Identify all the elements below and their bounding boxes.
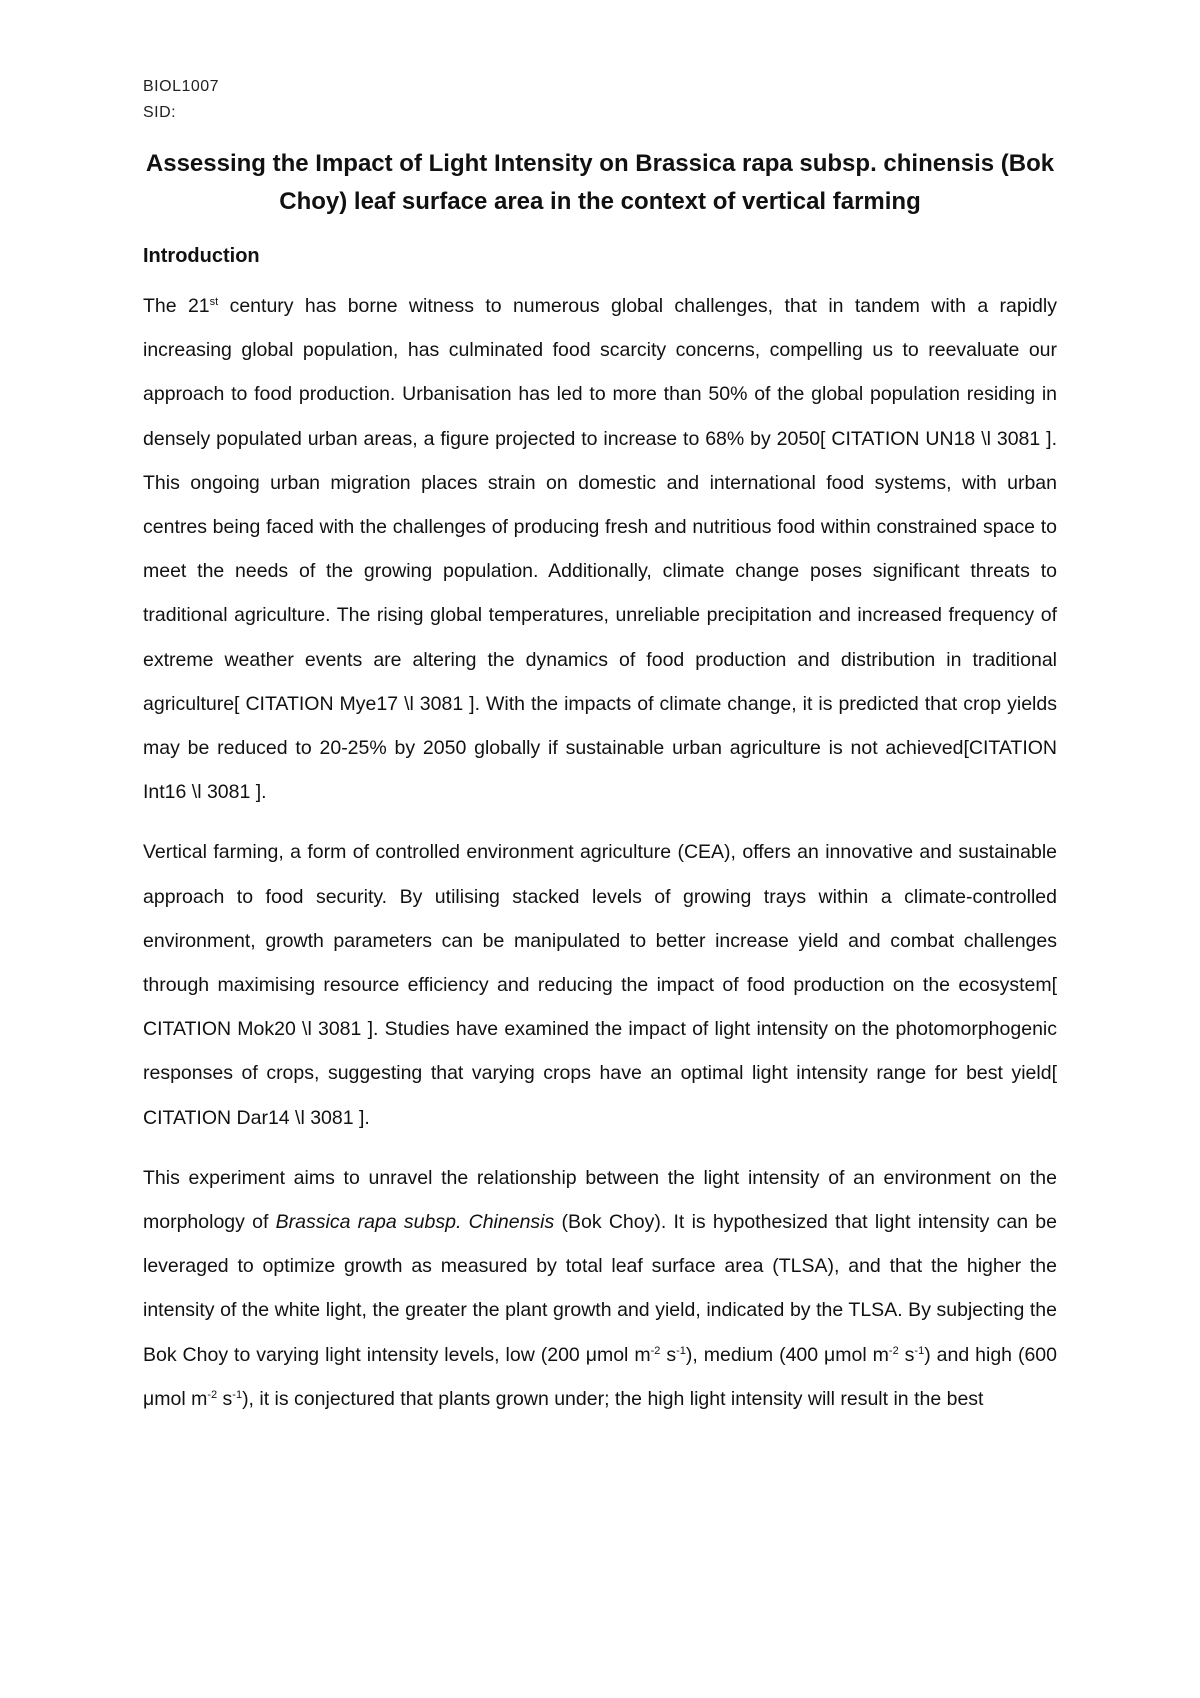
unit-exponent: -1 (232, 1388, 243, 1401)
paragraph-1 (143, 284, 1057, 814)
unit-exponent: -1 (914, 1344, 925, 1357)
paragraph-3-text-g: s (217, 1387, 233, 1410)
unit-exponent: -1 (676, 1344, 686, 1357)
paragraph-2: Vertical farming, a form of controlled environment agriculture (CEA), offers an innovative and sustainable approach to food security. By utilising stacked levels of growing trays within a climate-controlled environment, growth parameters can be manipulated to better increase yield and combat challenges through maximising resource efficiency and reducing the impact of food production on the ecosystem[ CITATION Mok20 \l 3081 ]. Studies have examined the impact of light intensity on the photomorphogenic responses of crops, suggesting that varying crops have an optimal light intensity range for best yield[ CITATION Dar14 \l 3081 ]. (143, 841, 1057, 1129)
course-code: BIOL1007 (143, 78, 220, 95)
paragraph-3-text-d: ), medium (400 μmol m (685, 1343, 889, 1366)
paragraph-3-text-a: This experiment aims to unravel the relationship between the light intensity of an environment on the morphology of (143, 1166, 1057, 1234)
section-heading: Introduction (143, 245, 260, 267)
paragraph-3-text-b: (Bok Choy). It is hypothesized that light intensity can be leveraged to optimize growth as measured by total leaf surface area (TLSA), and that the higher the intensity of the white light, the greater the plant growth and yield, indicated by the TLSA. By subjecting the Bok Choy to varying light intensity levels, low (200 μmol m (143, 1211, 1057, 1366)
paragraph-1-text-b: century has borne witness to numerous global challenges, that in tandem with a rapidly increasing global population, has culminated food scarcity concerns, compelling us to reevaluate our approach to food production. Urbanisation has led to more than 50% of the global population residing in densely populated urban areas, a figure projected to increase to 68% by 2050[ CITATION UN18 \l 3081 ]. This ongoing urban migration places strain on domestic and international food systems, with urban centres being faced with the challenges of producing fresh and nutritious food within constrained space to meet the needs of the growing population. Additionally, climate change poses significant threats to traditional agriculture. The rising global temperatures, unreliable precipitation and increased frequency of extreme weather events are altering the dynamics of food production and distribution in traditional agriculture[ CITATION Mye17 \l 3081 ]. With the impacts of climate change, it is predicted that crop yields may be reduced to 20-25% by 2050 globally if sustainable urban agriculture is not achieved[CITATION Int16 \l 3081 ]. (143, 295, 1057, 804)
unit-exponent: -2 (888, 1344, 899, 1357)
student-id-label: SID: (143, 104, 177, 121)
document-header (143, 74, 219, 126)
paragraph-3-text-c: s (660, 1343, 677, 1366)
superscript-ordinal: st (209, 296, 219, 308)
paragraph-3-text-f: ) and high (600 μmol m (143, 1343, 1058, 1410)
unit-exponent: -2 (207, 1388, 218, 1401)
paragraph-1-text-a: The 21 (143, 295, 210, 317)
species-name: Brassica rapa subsp. Chinensis (275, 1211, 555, 1234)
document-title: Assessing the Impact of Light Intensity on Brassica rapa subsp. chinensis (Bok Choy) leaf surface area in the context of vertical farming (145, 150, 1055, 215)
unit-exponent: -2 (650, 1344, 661, 1357)
section-body (143, 284, 1057, 1437)
paragraph-3-text-h: ), it is conjectured that plants grown under; the high light intensity will result in the best (242, 1387, 984, 1410)
paragraph-3-text-e: s (898, 1343, 915, 1366)
paragraph-3 (143, 1156, 1057, 1421)
